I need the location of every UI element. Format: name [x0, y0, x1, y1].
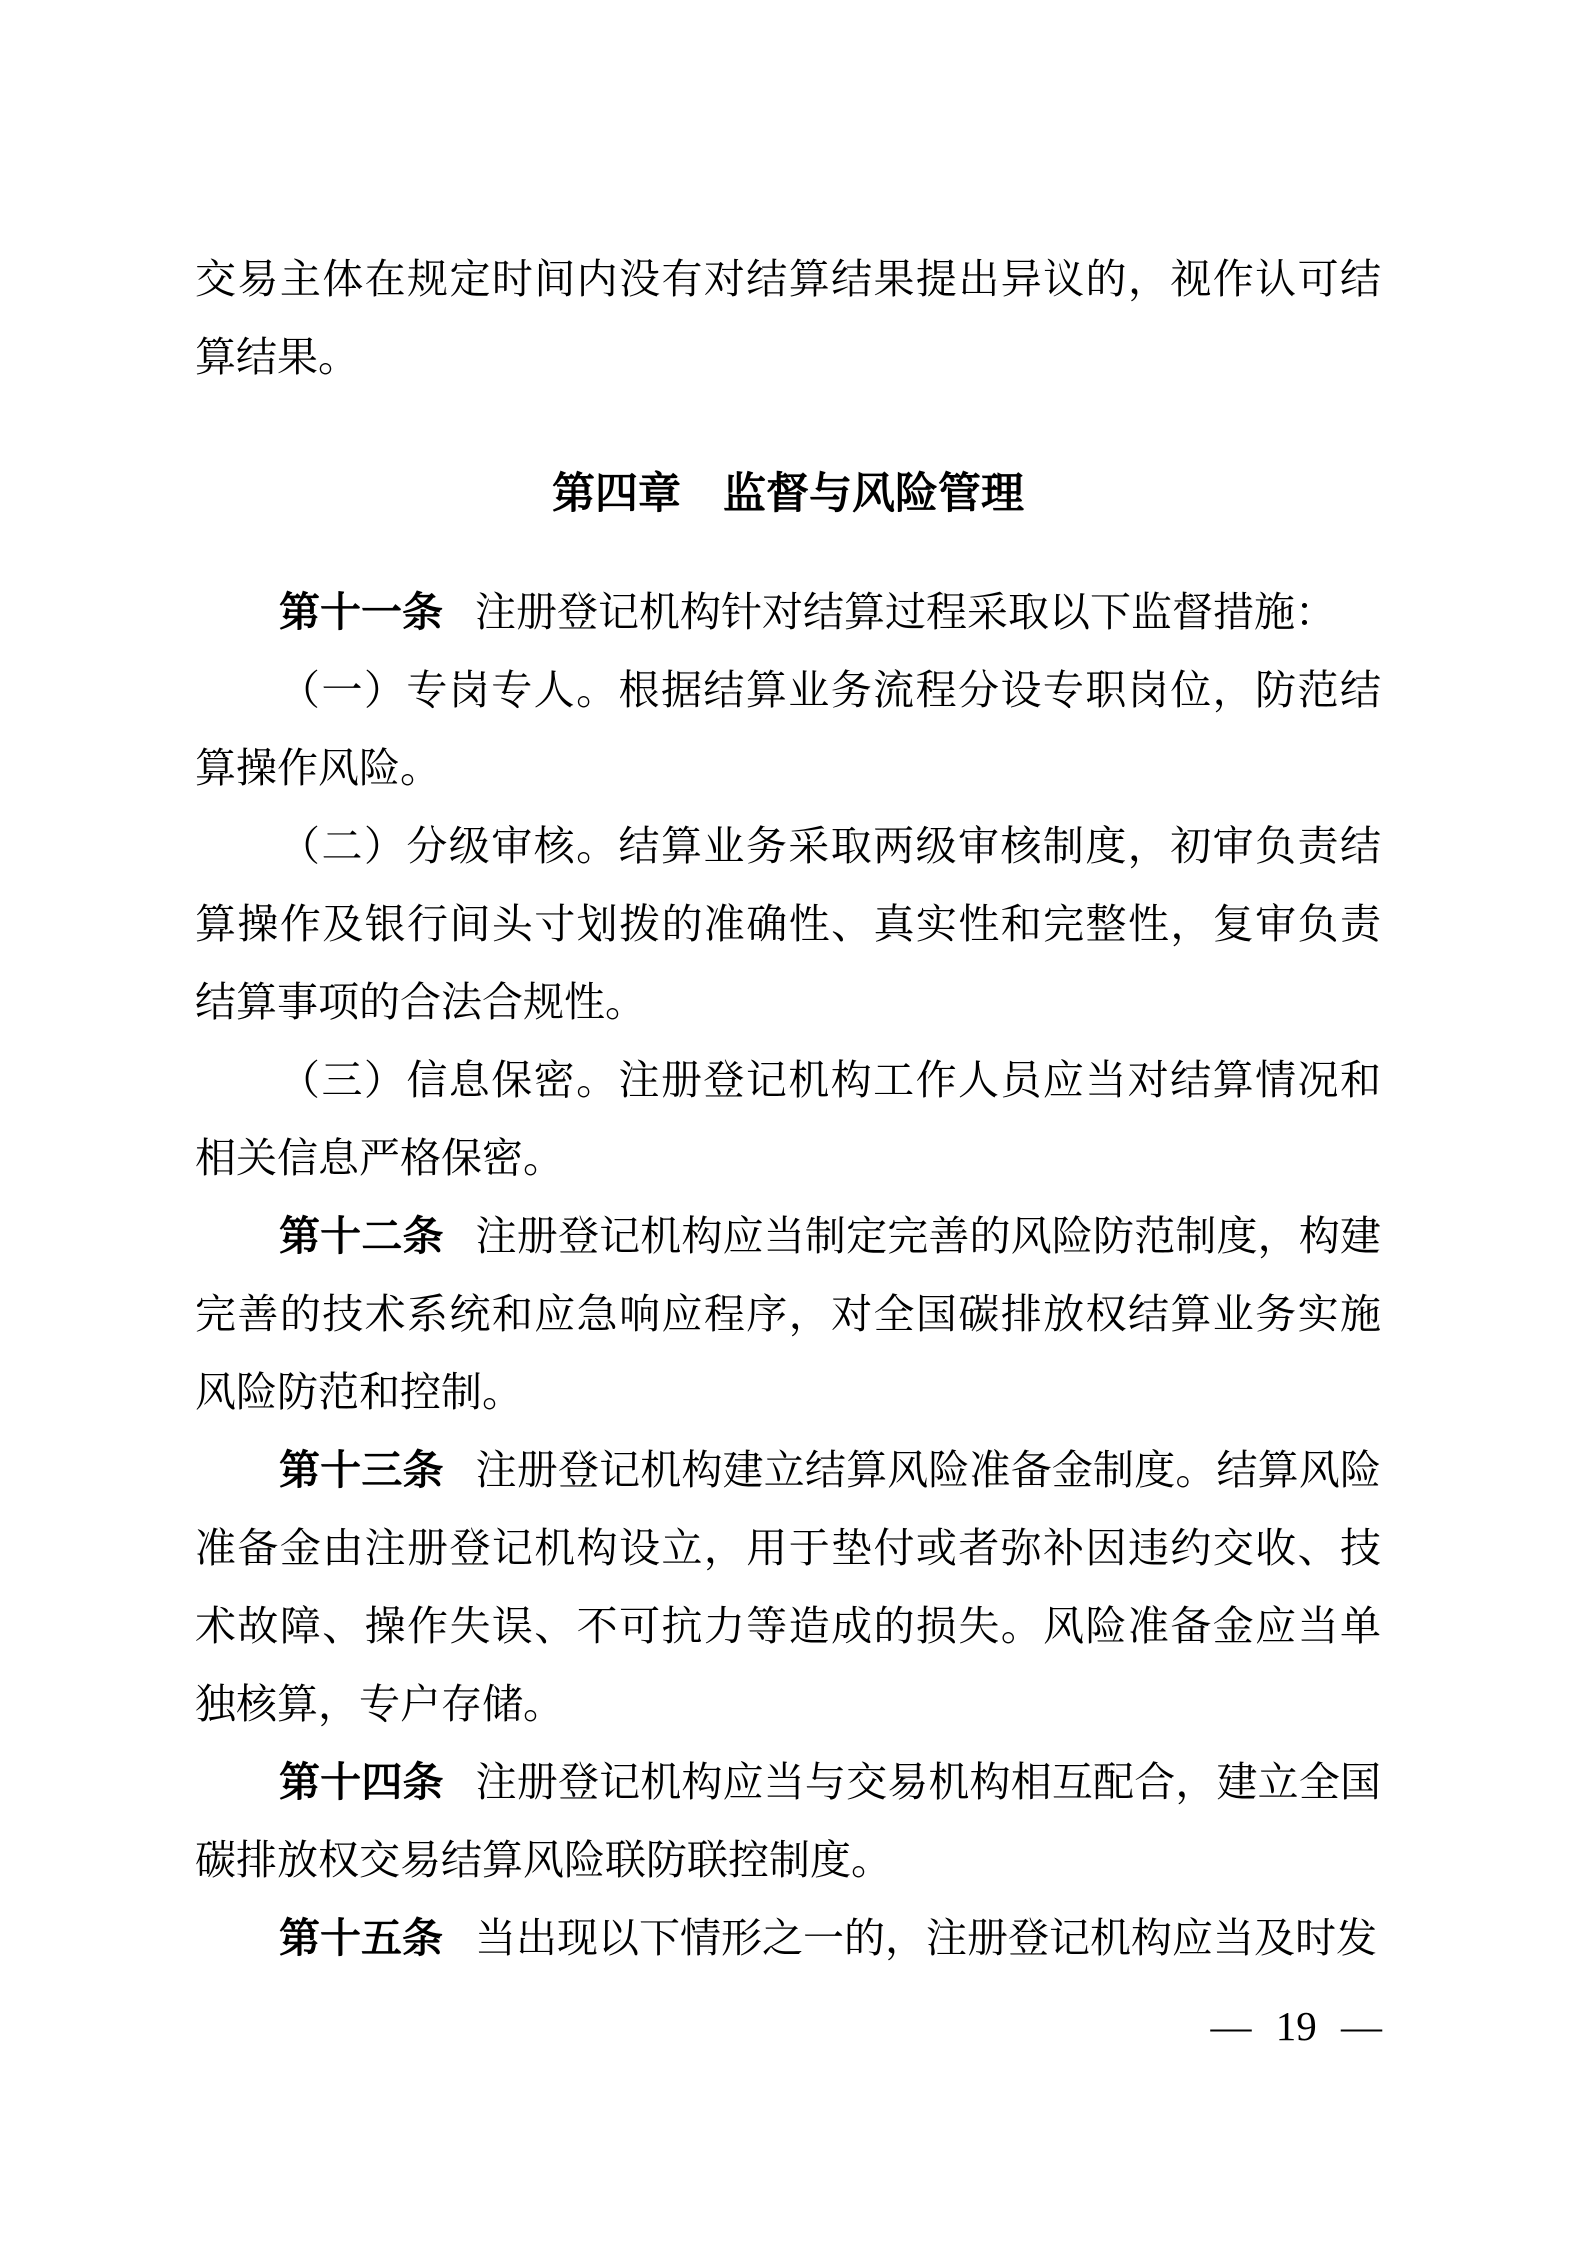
article-12-paragraph: [195, 1197, 1381, 1431]
article-15-label: 第十五条: [279, 1915, 443, 1961]
article-13-paragraph: [195, 1431, 1381, 1743]
article-12-text: 注册登记机构应当制定完善的风险防范制度，构建完善的技术系统和应急响应程序，对全国碳排放权结算业务实施风险防范和控制。: [195, 1213, 1381, 1415]
article-11-text: 注册登记机构针对结算过程采取以下监督措施：: [475, 589, 1336, 635]
article-14-paragraph: [195, 1743, 1381, 1899]
page-content: [195, 240, 1381, 1977]
article-11-paragraph: [195, 573, 1381, 651]
article-13-text: 注册登记机构建立结算风险准备金制度。结算风险准备金由注册登记机构设立，用于垫付或者弥补因违约交收、技术故障、操作失误、不可抗力等造成的损失。风险准备金应当单独核算，专户存储。: [195, 1447, 1381, 1727]
page-number: — 19 —: [1210, 2003, 1382, 2049]
article-15-paragraph: [195, 1899, 1381, 1977]
continuation-paragraph: 交易主体在规定时间内没有对结算结果提出异议的，视作认可结算结果。: [195, 256, 1381, 380]
chapter-heading: [195, 455, 1381, 533]
article-11-item-3: （三）信息保密。注册登记机构工作人员应当对结算情况和相关信息严格保密。: [195, 1057, 1381, 1181]
article-14-text: 注册登记机构应当与交易机构相互配合，建立全国碳排放权交易结算风险联防联控制度。: [195, 1759, 1381, 1883]
chapter-number: 第四章: [552, 470, 681, 518]
chapter-title: 监督与风险管理: [723, 470, 1024, 518]
article-15-text: 当出现以下情形之一的，注册登记机构应当及时发: [475, 1915, 1377, 1961]
article-12-label: 第十二条: [279, 1213, 444, 1259]
article-13-label: 第十三条: [279, 1447, 444, 1493]
article-11-item-1: （一）专岗专人。根据结算业务流程分设专职岗位，防范结算操作风险。: [195, 667, 1381, 791]
article-14-label: 第十四条: [279, 1759, 444, 1805]
article-11-item-2: （二）分级审核。结算业务采取两级审核制度，初审负责结算操作及银行间头寸划拨的准确性、真实性和完整性，复审负责结算事项的合法合规性。: [195, 823, 1381, 1025]
article-11-label: 第十一条: [279, 589, 443, 635]
